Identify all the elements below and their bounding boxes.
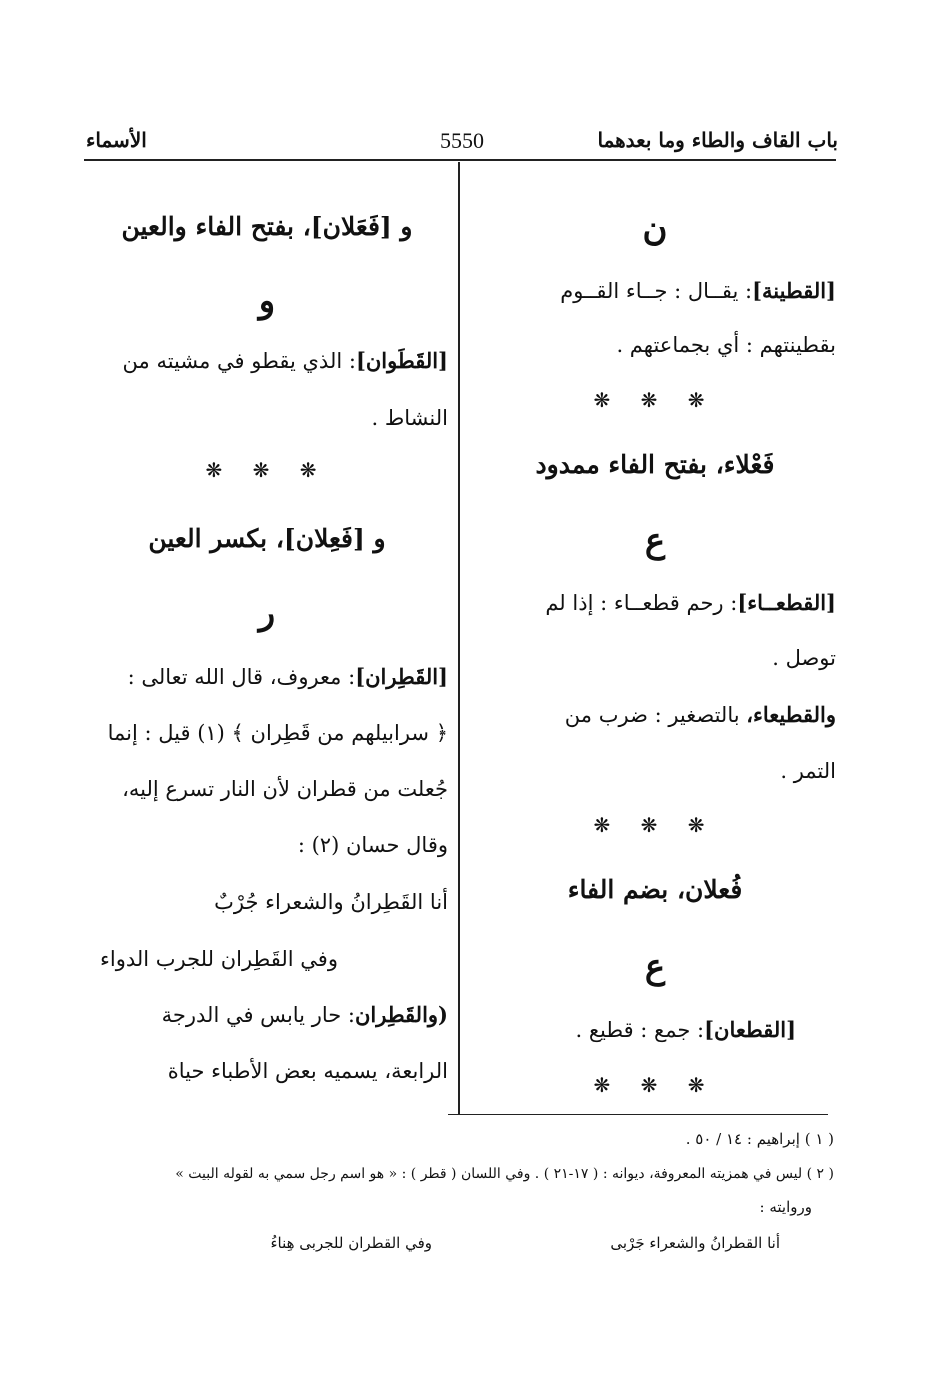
entry-term: [القطعــاء] [737,590,836,615]
separator-stars: ❋ ❋ ❋ [593,813,717,837]
letter-ra: ر [258,593,276,633]
entry-text-line: الرابعة، يسميه بعض الأطباء حياة [167,1059,448,1083]
entry-qatiran [86,662,448,692]
letter-ayn: ع [644,521,666,561]
entry-qata-a [474,588,836,618]
entry-term: [القطينة] [752,278,836,303]
entry-text: بالتصغير : ضرب من [564,703,747,727]
entry-term: [القَطَوان] [355,348,448,373]
entry-term: (والقَطِران [354,1002,448,1027]
entry-text: : معروف، قال الله تعالى : [127,665,356,689]
entry-qatina [474,276,836,306]
quran-quote-line: ﴿ سرابيلهم من قَطِران ﴾ (١) قيل : إنما [107,721,448,745]
section-title: الأسماء [86,128,147,152]
entry-qutay-a [474,700,836,730]
column-divider [458,162,460,1115]
entry-text: : يقــال : جــاء القــوم [560,279,753,303]
section-heading: و [فَعِلان]، بكسر العين [148,524,386,553]
entry-qatawan [86,346,448,376]
entry-qut-an [434,1015,796,1045]
entry-qatina-cont: بقطينتهم : أي بجماعتهم . [616,333,836,357]
section-heading: و [فَعَلان]، بفتح الفاء والعين [121,212,413,241]
footnote-verse-b: وفي القطران للجربى هِناءُ [270,1234,432,1252]
entry-qatawan-cont: النشاط . [371,406,448,430]
section-heading: فَعْلاء، بفتح الفاء ممدود [535,450,775,479]
page-number: 5550 [440,128,484,153]
entry-qatiran-medical [86,1000,448,1030]
entry-text-line: جُعلت من قطران لأن النار تسرع إليه، [122,777,448,801]
verse-line: أنا القَطِرانُ والشعراء جُرْبٌ [214,890,448,914]
footnote-verse-a: أنا القطرانُ والشعراء جَرْبى [610,1234,780,1252]
footnote-rule [448,1114,828,1115]
separator-stars: ❋ ❋ ❋ [593,1073,717,1097]
footnote-2: ( ٢ ) ليس في همزيته المعروفة، ديوانه : ( ١٧-٢١ ) . وفي اللسان ( قطر ) : « هو اسم رجل سمي به لقوله البيت » [175,1166,834,1182]
entry-text: : الذي يقطو في مشيته من [122,349,356,373]
entry-qata-a-cont: توصل . [772,646,836,670]
chapter-title: باب القاف والطاء وما بعدهما [597,128,838,152]
letter-nun: ن [642,209,668,249]
entry-term: [القَطِران] [355,664,448,689]
entry-term: والقطيعاء، [746,702,836,727]
footnote-1: ( ١ ) إبراهيم : ١٤ / ٥٠ . [685,1130,834,1148]
entry-text-line: وقال حسان (٢) : [297,833,448,857]
footnote-2-cont: وروايته : [759,1198,812,1216]
header-rule [84,159,836,161]
entry-text: : جمع : قطيع . [575,1018,705,1042]
entry-text: : حار يابس في الدرجة [161,1003,355,1027]
entry-qutay-a-cont: التمر . [780,759,836,783]
separator-stars: ❋ ❋ ❋ [205,458,329,482]
entry-text: : رحم قطعــاء : إذا لم [545,591,738,615]
section-heading: فُعلان، بضم الفاء [567,875,743,904]
separator-stars: ❋ ❋ ❋ [593,388,717,412]
entry-term: [القطعان] [704,1017,796,1042]
verse-line: وفي القَطِران للجرب الدواء [99,947,338,971]
letter-ayn: ع [644,947,666,987]
letter-waw: و [258,281,276,321]
